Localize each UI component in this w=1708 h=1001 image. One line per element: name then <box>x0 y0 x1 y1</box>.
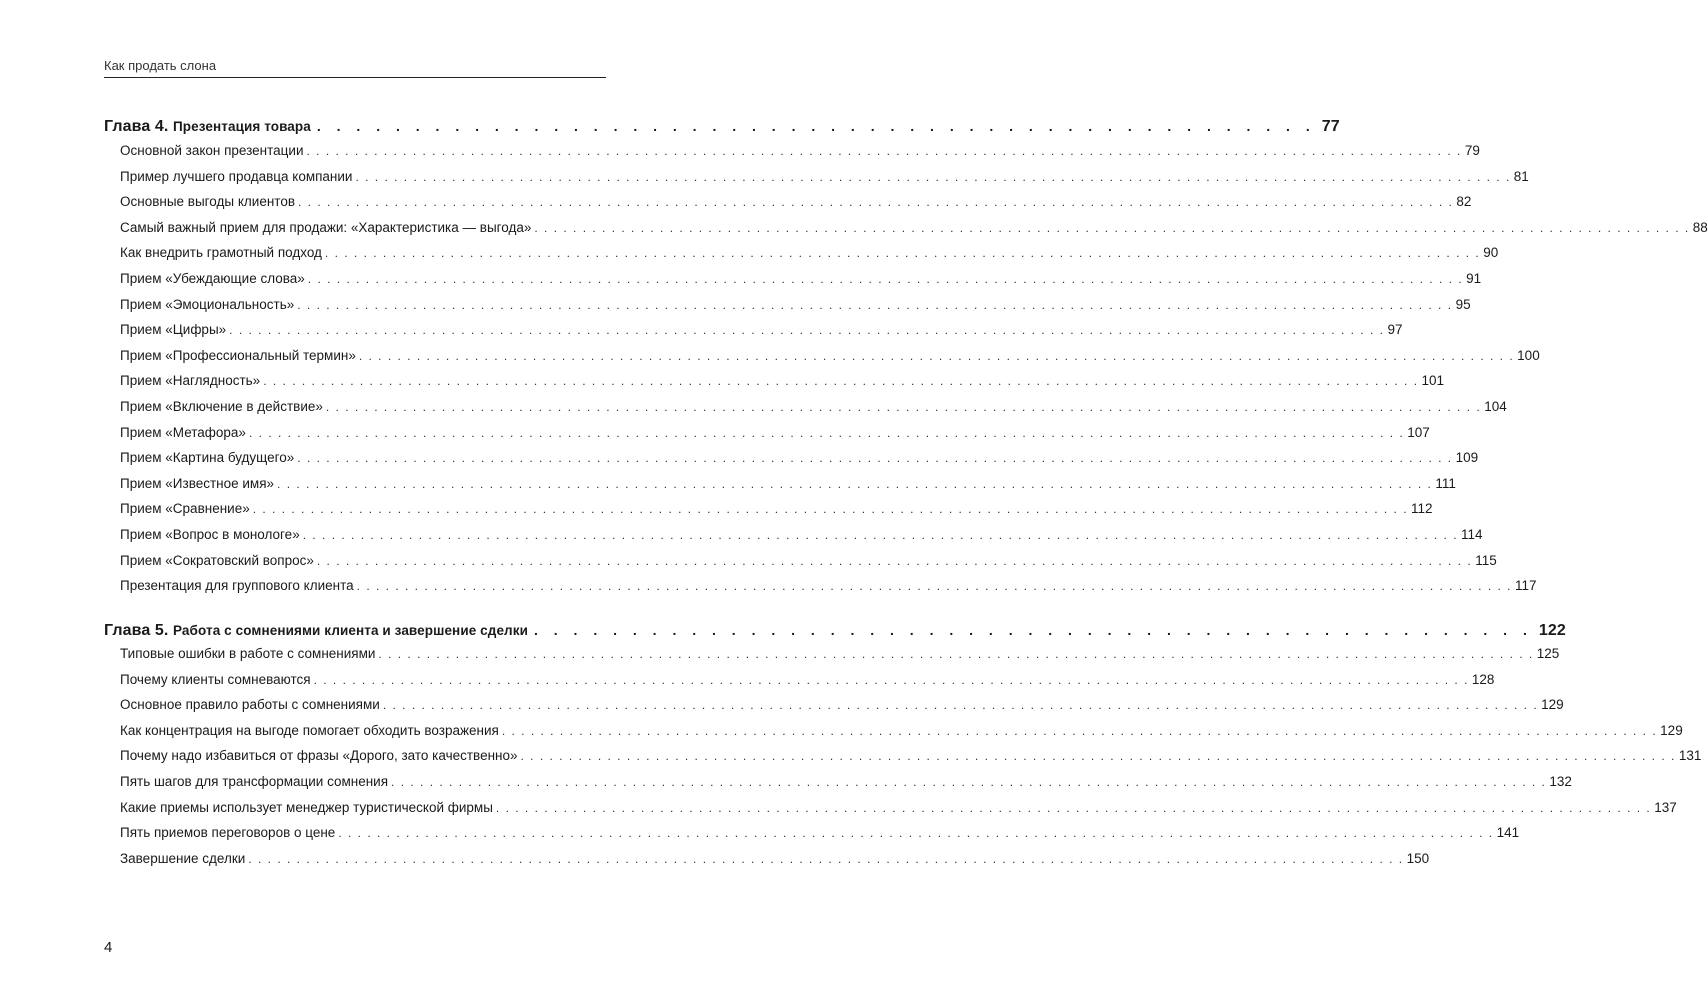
entry-page: 81 <box>1513 168 1529 184</box>
dot-leader: . . . . . . . . . . . . . . . . . . . . . . . . . . . . . . . . . . . . . . . . . . . . . . . . . . . . . . . . . . . . . . . . . . . . . . . . . . . . . . . . . . . . . . . . . . . . . . . . . . . . . . . . . . . . . . . . . . . . . . . . <box>324 246 1481 261</box>
dot-leader: . . . . . . . . . . . . . . . . . . . . . . . . . . . . . . . . . . . . . . . . . . . . . . . . . . . . . . . . . . . . . . . . . . . . . . . . . . . . . . . . . . . . . . . . . . . . . . . . . . . . . . . . . . . . . . . . . . . . . . . . <box>378 647 1534 661</box>
dot-leader: . . . . . . . . . . . . . . . . . . . . . . . . . . . . . . . . . . . . . . . . . . . . . . . . . . . . . . . . . . . . . . . . . . . . . . . . . . . . . . . . . . . . . . . . . . . . . . . . . . . . . . . . . . . . . . . . . . . . . . . . <box>252 502 1409 517</box>
toc-entry <box>120 773 1572 800</box>
dot-leader: . . . . . . . . . . . . . . . . . . . . . . . . . . . . . . . . . . . . . . . . . . . . . . . . . . . . . . . . . . . . . . . . . . . . . . . . . . . . . . . . . . . . . . . . . . . . . . . . . . . . . . . . . . . . . . . . . . . . . . . . <box>501 723 1658 738</box>
entry-title: Пять приемов переговоров о цене <box>120 825 336 841</box>
entry-title: Основные выгоды клиентов <box>120 194 295 210</box>
entry-title: Какие приемы использует менеджер туристической фирмы <box>120 799 493 815</box>
dot-leader: . . . . . . . . . . . . . . . . . . . . . . . . . . . . . . . . . . . . . . . . . . . . . . . . . . . . . . . . . . . . . . . . . . . . . . . . . . . . . . . . . . . . . . . . . . . . . . . . . . . . . . . . . . . . . . . . . . . . . . . . <box>313 672 1469 687</box>
dot-leader: . . . . . . . . . . . . . . . . . . . . . . . . . . . . . . . . . . . . . . . . . . . . . . . . . . . . . . . . . . . . . . . . . . . . . . . . . . . . . . . . . . . . . . . . . . . . . . . . . . . . . . . . . . . . . . . . . . . . . . . . <box>325 399 1482 414</box>
toc-entry <box>120 143 1480 169</box>
dot-leader: . . . . . . . . . . . . . . . . . . . . . . . . . . . . . . . . . . . . . . . . . . . . . . . . . . . . . . . . . . . . . . . . . . . . . . . . . . . . . . . . . . . . . . . . . . . . . . . . . . . . . . . . . . . . . . . . . . . . . . . . <box>297 297 1453 312</box>
running-title: Как продать слона <box>104 58 217 73</box>
toc-entry <box>120 526 1483 553</box>
toc-entry <box>120 168 1529 195</box>
entry-title: Как внедрить грамотный подход <box>120 245 322 261</box>
entry-title: Прием «Включение в действие» <box>120 398 323 414</box>
dot-leader: . . . . . . . . . . . . . . . . . . . . . . . . . . . . . . . . . . . . . . . . . . . . . . . . . . . . . . . . . . . . . . . . . . . . . . . . . . . . . . . . . . . . . . . . . . . . . . . . . . . . . . . . . . . . . . . . . . . . . . . . <box>316 553 1473 568</box>
entry-title: Прием «Профессиональный термин» <box>120 347 356 363</box>
toc-entry <box>120 296 1471 323</box>
toc-entry <box>120 347 1540 374</box>
entry-title: Прием «Убеждающие слова» <box>120 270 305 286</box>
entry-title: Прием «Цифры» <box>120 322 227 338</box>
chapter-4-heading <box>104 118 1340 136</box>
entry-title: Прием «Сократовский вопрос» <box>120 552 314 568</box>
entry-page: 97 <box>1387 322 1403 338</box>
entry-page: 114 <box>1461 526 1483 542</box>
dot-leader: . . . . . . . . . . . . . . . . . . . . . . . . . . . . . . . . . . . . . . . . . . . . . . . . . . . . . . . . . . . . . . . . . . . . . . . . . . . . . . . . . . . . . . . . . . . . . . . . . . . . . . . . . . . . . . . . . . . . . . . . <box>297 451 1453 466</box>
toc-entry <box>120 398 1507 425</box>
dot-leader: . . . . . . . . . . . . . . . . . . . . . . . . . . . . . . . . . . . . . . . . . . . . . . . . . . . . . . . . . . . . . . . . . . . . . . . . . . . . . . . . . . . . . . . . . . . . . . . . . . . . . . . . . . . . . . . . . . . . . . . . <box>229 323 1385 338</box>
toc-entry <box>120 475 1456 502</box>
entry-page: 111 <box>1435 475 1456 491</box>
entry-title: Самый важный прием для продажи: «Характеристика — выгода» <box>120 219 532 235</box>
entry-page: 141 <box>1496 825 1520 841</box>
dot-leader: . . . . . . . . . . . . . . . . . . . . . . . . . . . . . . . . . . . . . . . . . . . . . . . . . . . . . . . . . . . . . . . . . . . . . . . . . . . . . . . . . . . . . . . . . . . . . . . . . . . . . . . . . . . . . . . . . . . . . . . . <box>391 774 1547 789</box>
entry-title: Пять шагов для трансформации сомнения <box>120 773 389 789</box>
chapter-page: 77 <box>1321 118 1340 135</box>
dot-leader: . . . . . . . . . . . . . . . . . . . . . . . . . . . . . . . . . . . . . . . . . . . . . . . . . . . . . . . . . . . . . . . . . . . . . . . . . . . . . . . . . . . . . . . . . . . . . . . . . . . . . . . . . . . . . . . . . . . . . . . . <box>248 425 1405 440</box>
entry-title: Прием «Наглядность» <box>120 373 261 389</box>
dot-leader: . . . . . . . . . . . . . . . . . . . . . . . . . . . . . . . . . . . . . . . . . . . . . . . . . . . . . . . . . . . . . . . . . . . . . . . . . . . . . . . . . . . . . . . . . . . . . . . . . . . . . . . . . . . . . . . . . . . . . . . . <box>306 144 1462 158</box>
entry-page: 91 <box>1466 270 1482 286</box>
entry-page: 90 <box>1483 245 1499 261</box>
dot-leader: . . . . . . . . . . . . . . . . . . . . . . . . . . . . . . . . . . . . . . . . . . . . . . . . . . . . . . . . . . . . . . . . . . . . . . . . . . . . . . . . . . . . . . . . . . . . . . . . . . . . . . . . . . . . . . . . . . . . . . . . <box>248 851 1404 866</box>
dot-leader: . . . . . . . . . . . . . . . . . . . . . . . . . . . . . . . . . . . . . . . . . . . . . . . . . . . . . . . . . . . . . . . . . . . . . . . . . . . . . . . . . . . . . . . . . . . . . . . . . . . . . . . . . . . . . . . . . . . . . . . . <box>302 527 1459 542</box>
entry-title: Основное правило работы с сомнениями <box>120 697 380 713</box>
entry-title: Типовые ошибки в работе с сомнениями <box>120 646 376 661</box>
toc-entry <box>120 850 1430 877</box>
toc-entry <box>120 219 1708 246</box>
entry-title: Прием «Эмоциональность» <box>120 296 295 312</box>
dot-leader: . . . . . . . . . . . . . . . . . . . . . . . . . . . . . . . . . . . . . . . . . . . . . . . . . . . . . . . . . . . . . . . . . . . . . . . . . . . . . . . . . . . . . . . . . . . . . . . . . . . . . . . . . . . . . . . . . . . . . . . . <box>307 271 1464 286</box>
toc-entry <box>120 322 1403 348</box>
entry-page: 129 <box>1541 697 1564 713</box>
dot-leader: . . . . . . . . . . . . . . . . . . . . . . . . . . . . . . . . . . . . . . . . . . . . . . . . . . . <box>316 118 1316 134</box>
toc-entry <box>120 501 1433 527</box>
toc-entry <box>120 450 1479 476</box>
running-header <box>104 58 606 78</box>
toc-entry <box>120 722 1683 749</box>
toc-entry <box>120 578 1537 604</box>
toc-entry <box>120 825 1520 851</box>
toc-entry <box>120 270 1482 297</box>
entry-page: 107 <box>1407 424 1430 440</box>
toc-entry <box>120 646 1560 672</box>
entry-page: 150 <box>1406 850 1430 866</box>
entry-title: Почему клиенты сомневаются <box>120 671 311 687</box>
toc-entry <box>120 552 1497 579</box>
entry-page: 132 <box>1549 773 1572 789</box>
chapter-title <box>104 622 528 640</box>
entry-page: 125 <box>1536 646 1560 661</box>
entry-title: Прием «Сравнение» <box>120 501 250 517</box>
entry-title: Прием «Известное имя» <box>120 475 275 491</box>
dot-leader: . . . . . . . . . . . . . . . . . . . . . . . . . . . . . . . . . . . . . . . . . . . . . . . . . . . . . . . . . . . . . . . . . . . . . . . . . . . . . . . . . . . . . . . . . . . . . . . . . . . . . . . . . . . . . . . . . . . . . . . . <box>298 195 1454 210</box>
dot-leader: . . . . . . . . . . . . . . . . . . . . . . . . . . . . . . . . . . . . . . . . . . . . . . . . . . . . . . . . . . . . . . . . . . . . . . . . . . . . . . . . . . . . . . . . . . . . . . . . . . . . . . . . . . . . . . . . . . . . . . . . <box>263 374 1419 389</box>
entry-title: Прием «Метафора» <box>120 424 246 440</box>
dot-leader: . . . . . . . . . . . . . . . . . . . . . . . . . . . . . . . . . . . . . . . . . . . . . . . . . . . . . . . . . . . . . . . . . . . . . . . . . . . . . . . . . . . . . . . . . . . . . . . . . . . . . . . . . . . . . . . . . . . . . . . . <box>534 220 1690 235</box>
toc-entry <box>120 748 1702 774</box>
toc-entry <box>120 671 1495 698</box>
entry-title: Пример лучшего продавца компании <box>120 168 353 184</box>
toc-entry <box>120 194 1472 220</box>
page-number: 4 <box>104 939 113 956</box>
toc-entry <box>120 799 1677 826</box>
entry-page: 104 <box>1484 398 1507 414</box>
toc-entry <box>120 697 1564 723</box>
chapter-prefix: Глава 4. <box>104 118 169 135</box>
entry-title: Прием «Картина будущего» <box>120 450 295 466</box>
chapter-5-entries <box>120 646 1702 876</box>
dot-leader: . . . . . . . . . . . . . . . . . . . . . . . . . . . . . . . . . . . . . . . . . . . . . . . . . . . . . . . . . . . . . . . . . . . . . . . . . . . . . . . . . . . . . . . . . . . . . . . . . . . . . . . . . . . . . . . . . . . . . . . . <box>356 579 1512 594</box>
chapter-name: Работа с сомнениями клиента и завершение сделки <box>173 623 528 638</box>
entry-page: 137 <box>1654 799 1677 815</box>
toc-entry <box>120 373 1445 399</box>
toc-entry <box>120 424 1430 451</box>
entry-title: Прием «Вопрос в монологе» <box>120 526 300 542</box>
entry-page: 109 <box>1455 450 1479 466</box>
dot-leader: . . . . . . . . . . . . . . . . . . . . . . . . . . . . . . . . . . . . . . . . . . . . . . . . . . . . . . . . . . . . . . . . . . . . . . . . . . . . . . . . . . . . . . . . . . . . . . . . . . . . . . . . . . . . . . . . . . . . . . . . <box>382 698 1539 713</box>
entry-page: 129 <box>1660 722 1683 738</box>
entry-page: 100 <box>1517 347 1540 363</box>
entry-title: Почему надо избавиться от фразы «Дорого, зато качественно» <box>120 748 518 764</box>
entry-page: 101 <box>1421 373 1445 389</box>
entry-title: Завершение сделки <box>120 850 246 866</box>
entry-page: 115 <box>1475 552 1497 568</box>
chapter-title <box>104 118 311 136</box>
chapter-name: Презентация товара <box>173 119 311 134</box>
entry-page: 88 <box>1692 219 1708 235</box>
dot-leader: . . . . . . . . . . . . . . . . . . . . . . . . . . . . . . . . . . . . . . . . . . . . . . . . . . . . . . . . . . . . . . . . . . . . . . . . . . . . . . . . . . . . . . . . . . . . . . . . . . . . . . . . . . . . . . . . . . . . . . . . <box>355 169 1511 184</box>
entry-title: Как концентрация на выгоде помогает обходить возражения <box>120 722 499 738</box>
chapter-4-entries <box>120 143 1708 604</box>
chapter-prefix: Глава 5. <box>104 622 169 639</box>
dot-leader: . . . . . . . . . . . . . . . . . . . . . . . . . . . . . . . . . . . . . . . . . . . . . . . . . . . . . . . . . . . . . . . . . . . . . . . . . . . . . . . . . . . . . . . . . . . . . . . . . . . . . . . . . . . . . . . . . . . . . . . . <box>520 749 1676 764</box>
chapter-page: 122 <box>1538 622 1566 639</box>
dot-leader: . . . . . . . . . . . . . . . . . . . . . . . . . . . . . . . . . . . . . . . . . . . . . . . . . . . . . . . . . . . . . . . . . . . . . . . . . . . . . . . . . . . . . . . . . . . . . . . . . . . . . . . . . . . . . . . . . . . . . . . . <box>338 826 1494 841</box>
entry-page: 131 <box>1678 748 1702 764</box>
entry-page: 82 <box>1456 194 1472 210</box>
entry-title: Презентация для группового клиента <box>120 578 354 594</box>
entry-page: 112 <box>1411 501 1433 517</box>
entry-page: 95 <box>1455 296 1471 312</box>
dot-leader: . . . . . . . . . . . . . . . . . . . . . . . . . . . . . . . . . . . . . . . . . . . . . . . . . . . . . . . . . . . . . . . . . . . . . . . . . . . . . . . . . . . . . . . . . . . . . . . . . . . . . . . . . . . . . . . . . . . . . . . . <box>277 476 1433 491</box>
entry-page: 117 <box>1515 578 1537 594</box>
dot-leader: . . . . . . . . . . . . . . . . . . . . . . . . . . . . . . . . . . . . . . . . . . . . . . . . . . . <box>534 622 1533 638</box>
entry-page: 128 <box>1471 671 1495 687</box>
dot-leader: . . . . . . . . . . . . . . . . . . . . . . . . . . . . . . . . . . . . . . . . . . . . . . . . . . . . . . . . . . . . . . . . . . . . . . . . . . . . . . . . . . . . . . . . . . . . . . . . . . . . . . . . . . . . . . . . . . . . . . . . <box>358 348 1515 363</box>
toc-entry <box>120 245 1499 271</box>
dot-leader: . . . . . . . . . . . . . . . . . . . . . . . . . . . . . . . . . . . . . . . . . . . . . . . . . . . . . . . . . . . . . . . . . . . . . . . . . . . . . . . . . . . . . . . . . . . . . . . . . . . . . . . . . . . . . . . . . . . . . . . . <box>495 800 1652 815</box>
entry-page: 79 <box>1464 143 1480 158</box>
entry-title: Основной закон презентации <box>120 143 304 158</box>
chapter-5-heading <box>104 622 1566 640</box>
